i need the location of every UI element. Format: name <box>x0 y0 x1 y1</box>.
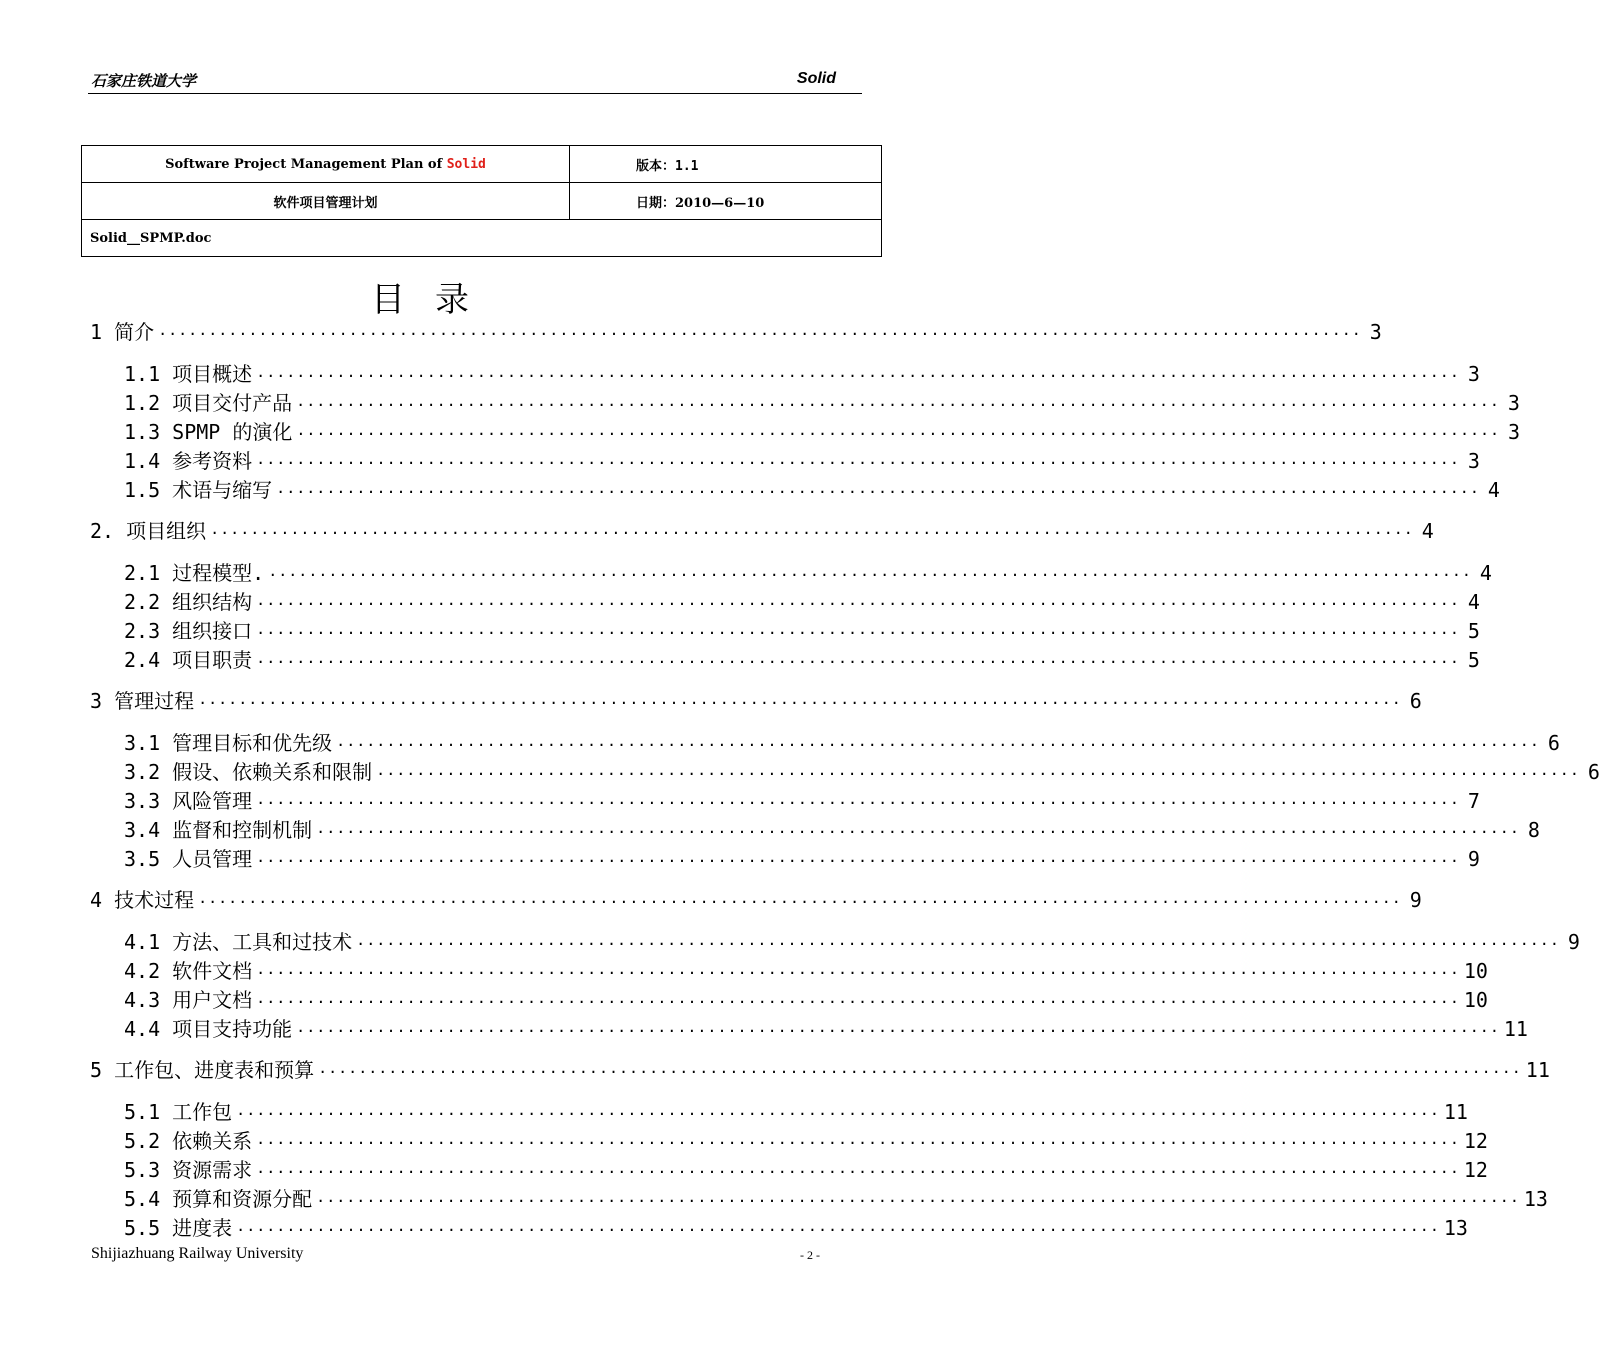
footer-university: Shijiazhuang Railway University <box>91 1245 304 1262</box>
toc-entry-label: 2.3 组织接口 <box>124 619 253 643</box>
toc-leader-dots: ························································································································ <box>268 566 1472 584</box>
toc-entry <box>124 731 1560 757</box>
toc-entry <box>124 930 1580 956</box>
toc-entry-label: 1.5 术语与缩写 <box>124 478 273 502</box>
toc-entry-page: 11 <box>1443 1100 1468 1124</box>
toc-entry-page: 4 <box>1467 590 1480 614</box>
toc-entry <box>124 760 1600 786</box>
toc-leader-dots: ························································································································ <box>256 653 1460 671</box>
toc-entry-page: 9 <box>1409 888 1422 912</box>
toc-entry <box>124 789 1480 815</box>
toc-leader-dots: ························································································································ <box>256 624 1460 642</box>
toc-entry-page: 3 <box>1507 391 1520 415</box>
toc-entry-page: 5 <box>1467 619 1480 643</box>
date-cell: 日期：2010—6—10 <box>570 183 882 220</box>
toc-leader-dots: ························································································································ <box>158 325 1362 343</box>
toc-entry <box>124 847 1480 873</box>
toc-entry-page: 6 <box>1409 689 1422 713</box>
toc-entry-label: 3.1 管理目标和优先级 <box>124 731 333 755</box>
toc-entry-label: 5.1 工作包 <box>124 1100 233 1124</box>
toc-entry-page: 11 <box>1525 1058 1550 1082</box>
header-university: 石家庄铁道大学 <box>91 72 197 90</box>
toc-leader-dots: ························································································································ <box>256 852 1460 870</box>
header-project: Solid <box>796 70 836 87</box>
toc-entry-label: 5.4 预算和资源分配 <box>124 1187 313 1211</box>
toc-entry <box>124 988 1488 1014</box>
toc-leader-dots: ························································································································ <box>296 425 1501 443</box>
doc-title-cell <box>82 146 570 183</box>
toc-leader-dots: ························································································································ <box>236 1221 1440 1239</box>
filename: Solid__SPMP.doc <box>90 230 212 246</box>
toc-entry-page: 12 <box>1463 1158 1488 1182</box>
toc-entry-label: 4 技术过程 <box>90 888 195 912</box>
toc-entry-label: 3.2 假设、依赖关系和限制 <box>124 760 373 784</box>
toc-entry-page: 4 <box>1487 478 1500 502</box>
toc-entry <box>90 689 1422 715</box>
toc-entry-page: 3 <box>1467 449 1480 473</box>
toc-entry-page: 3 <box>1508 420 1521 444</box>
toc-leader-dots: ························································································································ <box>256 1163 1460 1181</box>
toc-entry-label: 3 管理过程 <box>90 689 195 713</box>
toc-entry-label: 3.4 监督和控制机制 <box>124 818 313 842</box>
toc-entry-page: 9 <box>1567 930 1580 954</box>
toc-leader-dots: ························································································································ <box>256 595 1460 613</box>
toc-entry-page: 11 <box>1503 1017 1528 1041</box>
toc-entry-label: 3.5 人员管理 <box>124 847 253 871</box>
version-cell: 版本：1.1 <box>570 146 882 183</box>
toc-entry-label: 1.3 SPMP 的演化 <box>124 420 293 444</box>
toc-leader-dots: ························································································································ <box>336 736 1540 754</box>
toc-entry <box>124 590 1480 616</box>
filename-cell <box>82 220 882 257</box>
toc-entry <box>124 619 1480 645</box>
toc-entry <box>124 391 1520 417</box>
toc-entry <box>90 1058 1550 1084</box>
toc-entry-label: 4.1 方法、工具和过技术 <box>124 930 353 954</box>
toc-leader-dots: ························································································································ <box>256 964 1460 982</box>
footer-page-number: - 2 - <box>800 1248 820 1262</box>
toc-leader-dots: ························································································································ <box>296 396 1500 414</box>
doc-title-prefix: Software Project Management Plan of <box>165 156 443 172</box>
toc-entry <box>90 519 1434 545</box>
toc-entry <box>90 320 1382 346</box>
toc-leader-dots: ························································································································ <box>316 823 1520 841</box>
header-rule <box>88 93 862 94</box>
toc-entry-label: 2. 项目组织 <box>90 519 207 543</box>
toc-title: 目录 <box>371 280 499 320</box>
toc-entry <box>124 1216 1468 1242</box>
toc-entry <box>124 1187 1548 1213</box>
toc-entry-label: 4.4 项目支持功能 <box>124 1017 293 1041</box>
toc-leader-dots: ························································································································ <box>296 1022 1500 1040</box>
toc-entry-label: 1 简介 <box>90 320 155 344</box>
toc-entry-page: 13 <box>1443 1216 1468 1240</box>
toc-entry-label: 3.3 风险管理 <box>124 789 253 813</box>
toc-leader-dots: ························································································································ <box>210 524 1414 542</box>
toc-entry <box>124 648 1480 674</box>
toc-leader-dots: ························································································································ <box>236 1105 1440 1123</box>
toc-entry-label: 2.1 过程模型. <box>124 561 265 585</box>
toc-entry-label: 1.1 项目概述 <box>124 362 253 386</box>
toc-entry-page: 6 <box>1547 731 1560 755</box>
toc-entry-label: 5 工作包、进度表和预算 <box>90 1058 315 1082</box>
toc-entry-page: 8 <box>1527 818 1540 842</box>
toc-leader-dots: ························································································································ <box>318 1063 1522 1081</box>
toc-entry-page: 3 <box>1467 362 1480 386</box>
toc-entry-page: 6 <box>1587 760 1600 784</box>
toc-entry-page: 12 <box>1463 1129 1488 1153</box>
toc-entry <box>90 888 1422 914</box>
toc-entry-label: 5.3 资源需求 <box>124 1158 253 1182</box>
toc-leader-dots: ························································································································ <box>198 893 1402 911</box>
toc-leader-dots: ························································································································ <box>256 454 1460 472</box>
toc-entry-page: 3 <box>1369 320 1382 344</box>
toc-entry-page: 13 <box>1523 1187 1548 1211</box>
toc-entry <box>124 818 1540 844</box>
toc-leader-dots: ························································································································ <box>256 367 1460 385</box>
toc-entry-page: 4 <box>1479 561 1492 585</box>
toc-entry <box>124 561 1492 587</box>
toc-entry-label: 1.2 项目交付产品 <box>124 391 293 415</box>
toc-entry-label: 5.2 依赖关系 <box>124 1129 253 1153</box>
toc-entry-label: 1.4 参考资料 <box>124 449 253 473</box>
toc-entry <box>124 1017 1528 1043</box>
toc-entry-page: 5 <box>1467 648 1480 672</box>
subtitle-cell: 软件项目管理计划 <box>82 183 570 220</box>
toc-entry-page: 4 <box>1421 519 1434 543</box>
toc-entry-label: 2.4 项目职责 <box>124 648 253 672</box>
toc-leader-dots: ························································································································ <box>256 794 1460 812</box>
toc-entry-page: 10 <box>1463 988 1488 1012</box>
toc-leader-dots: ························································································································ <box>356 935 1560 953</box>
toc-entry <box>124 1129 1488 1155</box>
toc-leader-dots: ························································································································ <box>198 694 1402 712</box>
toc-entry <box>124 959 1488 985</box>
toc-leader-dots: ························································································································ <box>316 1192 1520 1210</box>
toc-entry <box>124 362 1480 388</box>
document-info-table <box>81 145 882 257</box>
toc-entry <box>124 478 1500 504</box>
toc-entry-label: 5.5 进度表 <box>124 1216 233 1240</box>
toc-entry <box>124 1100 1468 1126</box>
toc-entry-page: 7 <box>1467 789 1480 813</box>
toc-entry <box>124 449 1480 475</box>
toc-entry-label: 2.2 组织结构 <box>124 590 253 614</box>
toc-entry <box>124 1158 1488 1184</box>
toc-entry-label: 4.2 软件文档 <box>124 959 253 983</box>
toc-leader-dots: ························································································································ <box>256 993 1460 1011</box>
toc-leader-dots: ························································································································ <box>376 765 1580 783</box>
toc-leader-dots: ························································································································ <box>276 483 1480 501</box>
toc-leader-dots: ························································································································ <box>256 1134 1460 1152</box>
toc-entry-label: 4.3 用户文档 <box>124 988 253 1012</box>
doc-title-project: Solid <box>446 156 486 172</box>
toc-entry-page: 10 <box>1463 959 1488 983</box>
toc-entry <box>124 420 1521 446</box>
toc-entry-page: 9 <box>1467 847 1480 871</box>
